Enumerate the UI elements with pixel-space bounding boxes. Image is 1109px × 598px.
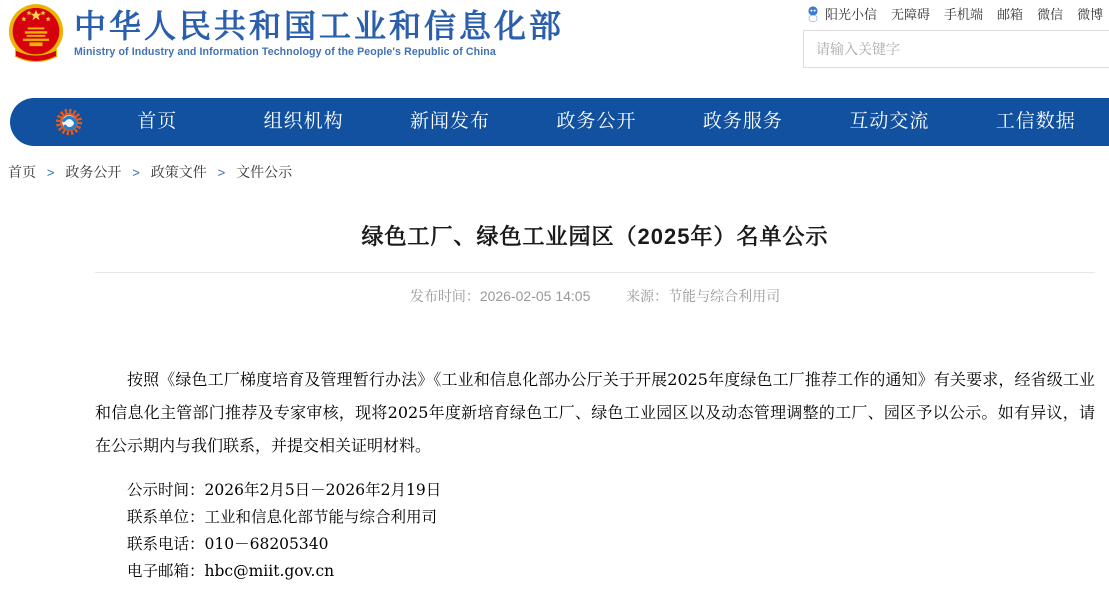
nav-item-industry-data[interactable]: 工信数据 <box>995 111 1076 132</box>
nav-item-gov-services[interactable]: 政务服务 <box>702 111 783 132</box>
title-divider <box>95 272 1095 273</box>
publish-time-label: 发布时间： <box>409 288 480 304</box>
link-sunshine-xiaoxin[interactable]: 阳光小信 <box>825 7 878 22</box>
site-logo-link[interactable] <box>8 3 64 65</box>
detail-label: 联系电话： <box>127 535 205 553</box>
detail-contact-unit <box>127 504 1095 531</box>
detail-value: 010－68205340 <box>204 535 329 553</box>
detail-publicity-period <box>127 477 1095 504</box>
link-wechat[interactable]: 微信 <box>1037 7 1064 22</box>
site-title-block <box>74 8 564 58</box>
link-weibo[interactable]: 微博 <box>1077 7 1104 22</box>
link-mailbox[interactable]: 邮箱 <box>997 7 1024 22</box>
link-accessibility[interactable]: 无障碍 <box>891 7 931 22</box>
breadcrumb-separator: > <box>46 165 55 180</box>
detail-contact-email <box>127 558 1095 585</box>
detail-label: 电子邮箱： <box>127 562 205 580</box>
main-nav <box>10 98 1109 146</box>
site-header <box>0 0 1109 96</box>
breadcrumb-home[interactable]: 首页 <box>8 164 36 180</box>
breadcrumb-current-page: 文件公示 <box>236 164 293 180</box>
article-title: 绿色工厂、绿色工业园区（2025年）名单公示 <box>361 224 829 249</box>
breadcrumb <box>8 162 292 182</box>
detail-value: 工业和信息化部节能与综合利用司 <box>204 508 438 526</box>
nav-item-organization[interactable]: 组织机构 <box>263 111 344 132</box>
nav-item-news[interactable]: 新闻发布 <box>410 111 491 132</box>
article-paragraph: 按照《绿色工厂梯度培育及管理暂行办法》《工业和信息化部办公厅关于开展2025年度绿色工厂推荐工作的通知》有关要求，经省级工业和信息化主管部门推荐及专家审核，现将2025年度新培育绿色工厂、绿色工业园区以及动态管理调整的工厂、园区予以公示。如有异议，请在公示期内与我们联系，并提交相关证明材料。 <box>95 370 1095 455</box>
detail-contact-phone <box>127 531 1095 558</box>
breadcrumb-separator: > <box>132 165 140 180</box>
nav-item-interaction[interactable]: 互动交流 <box>849 111 930 132</box>
detail-label: 联系单位： <box>127 508 205 526</box>
site-title: 中华人民共和国工业和信息化部 <box>74 8 565 44</box>
site-subtitle: Ministry of Industry and Information Technology of the People's Republic of China <box>74 46 496 58</box>
article <box>95 222 1095 585</box>
national-emblem-icon <box>8 3 64 65</box>
breadcrumb-separator: > <box>217 165 226 180</box>
nav-item-home[interactable]: 首页 <box>137 111 178 132</box>
breadcrumb-gov-disclosure[interactable]: 政务公开 <box>65 164 122 180</box>
breadcrumb-policy-documents[interactable]: 政策文件 <box>150 164 207 180</box>
search-input[interactable] <box>803 30 1109 68</box>
detail-value: 2026年2月5日－2026年2月19日 <box>204 481 442 499</box>
detail-label: 公示时间： <box>127 481 205 499</box>
publish-time-value: 2026-02-05 14:05 <box>479 288 591 304</box>
source-label: 来源： <box>626 288 669 304</box>
detail-value: hbc@miit.gov.cn <box>204 562 335 580</box>
header-top-links <box>806 4 1103 23</box>
miit-gear-icon <box>54 107 84 137</box>
source-value: 节能与综合利用司 <box>668 288 781 304</box>
article-meta <box>95 286 1095 306</box>
article-details <box>95 477 1095 585</box>
link-mobile[interactable]: 手机端 <box>944 7 984 22</box>
sunshine-assistant-icon <box>806 6 820 22</box>
nav-item-gov-disclosure[interactable]: 政务公开 <box>556 111 637 132</box>
